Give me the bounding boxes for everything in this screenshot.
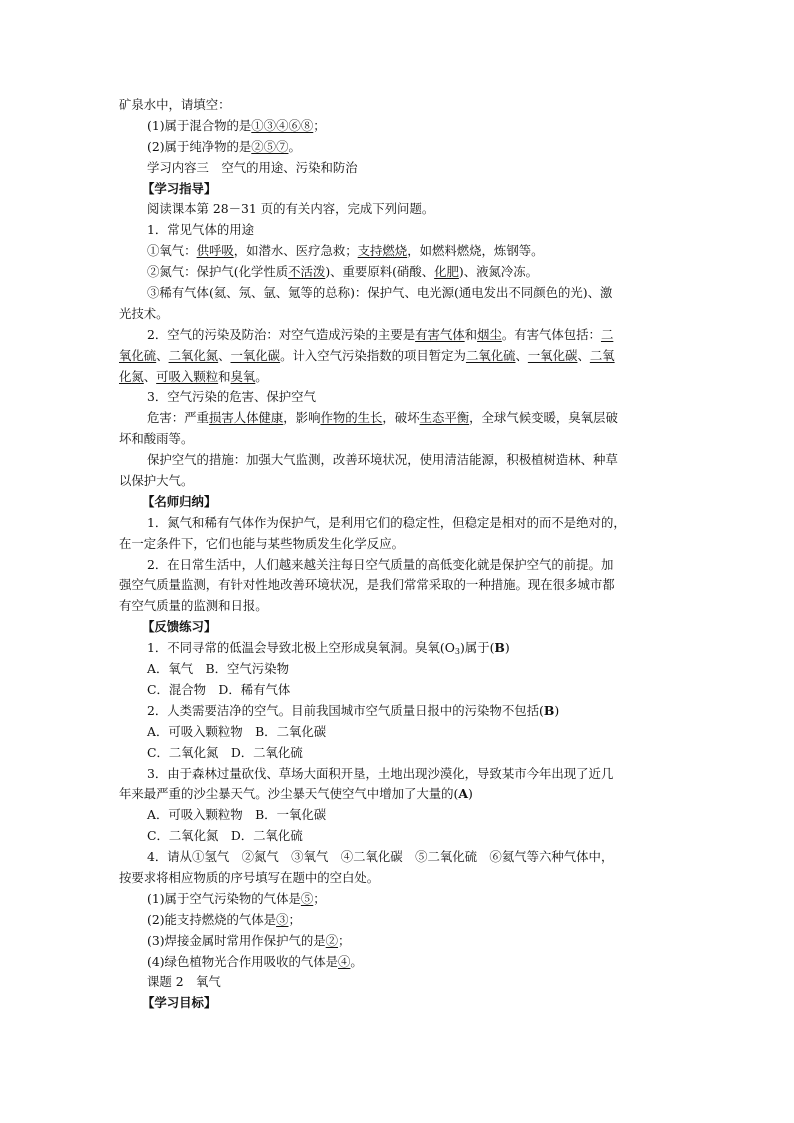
answer-text: 不活泼	[288, 264, 326, 280]
text-line	[119, 680, 679, 701]
text-run: 【学习指导】	[142, 180, 217, 196]
text-line	[119, 116, 679, 137]
text-run: 。	[350, 953, 363, 969]
text-run: ；	[288, 911, 301, 927]
text-run: 有空气质量的监测和日报。	[119, 598, 268, 614]
answer-text: 氧化硫	[119, 347, 157, 363]
text-line	[119, 743, 679, 764]
text-run: 2．在日常生活中，人们越来越关注每日空气质量的高低变化就是保护空气的前提。加	[147, 556, 614, 572]
text-run: )属于(	[459, 640, 495, 656]
text-run: 【反馈练习】	[142, 619, 217, 635]
text-run: (2)能支持燃烧的气体是	[147, 911, 277, 927]
answer-text: 一氧化碳	[527, 347, 578, 363]
text-run: )、重要原料(硝酸、	[325, 264, 435, 280]
text-line	[119, 931, 679, 952]
text-run: 和	[464, 326, 478, 342]
text-line	[119, 220, 679, 241]
text-line	[119, 889, 679, 910]
answer-text: ⑤	[300, 890, 314, 906]
text-line	[119, 158, 679, 179]
text-run: ，如燃料燃烧，炼钢等。	[407, 243, 544, 259]
answer-text: 二氧化氮	[168, 347, 219, 363]
text-line	[119, 262, 679, 283]
answer-text: 支持燃烧	[357, 243, 408, 259]
text-run: 强空气质量监测，有针对性地改善环境状况，是我们常常采取的一种措施。现在很多城市都	[119, 577, 615, 593]
text-run: 1．常见气体的用途	[147, 222, 255, 238]
text-run: ，全球气候变暖，臭氧层破	[469, 410, 618, 426]
text-line	[119, 199, 679, 220]
answer-choice: A	[458, 786, 469, 802]
text-run: 、	[515, 347, 528, 363]
text-run: 课题 2 氧气	[147, 974, 221, 990]
text-run: )	[504, 640, 510, 656]
text-line	[119, 304, 679, 325]
text-run: 、	[218, 347, 231, 363]
text-line	[119, 387, 679, 408]
text-line	[119, 596, 679, 617]
text-run: 3．空气污染的危害、保护空气	[147, 389, 316, 405]
text-run: 在一定条件下，它们也能与某些物质发生化学反应。	[119, 535, 404, 551]
text-run: A．可吸入颗粒物 B．二氧化碳	[147, 723, 327, 739]
text-line	[119, 847, 679, 868]
text-run: )	[468, 786, 473, 802]
text-run: 【名师归纳】	[142, 493, 217, 509]
text-run: )、液氮冷冻。	[458, 264, 539, 280]
text-line	[119, 492, 679, 513]
text-run: ，如潜水、医疗急救；	[233, 243, 358, 259]
text-run: C．二氧化氮 D．二氧化硫	[147, 828, 303, 844]
text-run: A．氧气 B．空气污染物	[147, 661, 289, 677]
answer-text: ②	[325, 932, 339, 948]
answer-text: 化氮	[119, 368, 144, 384]
text-run: )	[554, 702, 560, 718]
text-line	[119, 367, 679, 388]
text-line	[119, 283, 679, 304]
text-run: 。计入空气污染指数的项目暂定为	[280, 347, 466, 363]
text-run: ；	[338, 932, 351, 948]
text-run: 保护空气的措施：加强大气监测，改善环境状况，使用清洁能源，积极植树造林、种草	[147, 452, 618, 468]
text-line	[119, 617, 679, 638]
answer-text: 作物的生长	[320, 410, 383, 426]
answer-text: ①③④⑥⑧	[251, 117, 314, 133]
text-line	[119, 137, 679, 158]
answer-text: 烟尘	[477, 326, 502, 342]
text-line	[119, 575, 679, 596]
text-run: 。	[255, 368, 268, 384]
answer-text: ②⑤⑦	[251, 138, 289, 154]
text-run: C．混合物 D．稀有气体	[147, 681, 291, 697]
text-run: 2．空气的污染及防治：对空气造成污染的主要是	[147, 326, 416, 342]
text-run: ②氮气：保护气(化学性质	[147, 264, 289, 280]
text-run: 、	[143, 368, 157, 384]
text-line	[119, 722, 679, 743]
text-run: 学习内容三 空气的用途、污染和防治	[147, 159, 358, 175]
text-line	[119, 325, 679, 346]
answer-text: 二氧	[589, 347, 615, 363]
text-run: 按要求将相应物质的序号填写在题中的空白处。	[119, 869, 380, 885]
text-line	[119, 95, 679, 116]
text-line	[119, 408, 679, 429]
text-line	[119, 513, 679, 534]
answer-text: 供呼吸	[196, 243, 234, 259]
text-run: 4．请从①氢气 ②氮气 ③氧气 ④二氧化碳 ⑤二氧化硫 ⑥氦气等六种气体中，	[147, 849, 614, 865]
text-run: 年来最严重的沙尘暴天气。沙尘暴天气使空气中增加了大量的(	[119, 786, 459, 802]
text-line	[119, 555, 679, 576]
answer-text: 二氧化硫	[465, 347, 516, 363]
text-run: 、	[577, 347, 590, 363]
text-line	[119, 179, 679, 200]
subscript: 3	[454, 647, 460, 657]
text-run: 坏和酸雨等。	[119, 431, 194, 447]
text-run: 1．氮气和稀有气体作为保护气，是利用它们的稳定性，但稳定是相对的而不是绝对的，	[147, 514, 626, 530]
text-line	[119, 972, 679, 993]
text-line	[119, 993, 679, 1014]
text-line	[119, 429, 679, 450]
text-run: 矿泉水中，请填空：	[119, 97, 231, 112]
answer-text: 可吸入颗粒	[156, 368, 219, 384]
text-line	[119, 910, 679, 931]
answer-text: 化肥	[434, 264, 459, 280]
text-run: (1)属于混合物的是	[147, 117, 252, 133]
text-line	[119, 805, 679, 826]
text-line	[119, 659, 679, 680]
text-run: 1．不同寻常的低温会导致北极上空形成臭氧洞。臭氧(O	[147, 640, 455, 656]
text-run: 【学习目标】	[142, 995, 217, 1011]
text-run: 危害：严重	[147, 410, 209, 426]
text-run: ，破坏	[382, 410, 420, 426]
answer-text: 生态平衡	[419, 410, 470, 426]
text-run: 和	[218, 368, 231, 384]
answer-text: ④	[338, 953, 351, 969]
text-line	[119, 241, 679, 262]
text-line	[119, 450, 679, 471]
text-run: ③稀有气体(氦、氖、氩、氪等的总称)：保护气、电光源(通电发出不同颜色的光)、激	[147, 285, 613, 301]
text-run: ①氧气：	[147, 243, 197, 259]
text-run: ；	[313, 890, 326, 906]
text-line	[119, 784, 679, 805]
text-run: ；	[313, 117, 326, 133]
answer-text: 损害人体健康	[208, 410, 284, 426]
answer-text: 有害气体	[415, 326, 465, 342]
answer-text: ③	[276, 911, 289, 927]
text-line	[119, 638, 679, 659]
text-run: (2)属于纯净物的是	[147, 138, 252, 154]
answer-choice: B	[494, 640, 505, 656]
text-line	[119, 534, 679, 555]
text-run: 3．由于森林过量砍伐、草场大面积开垦，土地出现沙漠化，导致某市今年出现了近几	[147, 765, 614, 781]
answer-choice: B	[543, 702, 555, 718]
text-run: (3)焊接金属时常用作保护气的是	[147, 932, 326, 948]
text-run: 阅读课本第 28－31 页的有关内容，完成下列问题。	[147, 201, 435, 217]
text-run: 光技术。	[119, 305, 169, 321]
text-run: (4)绿色植物光合作用吸收的气体是	[147, 953, 339, 969]
text-line	[119, 471, 679, 492]
text-line	[119, 952, 679, 973]
text-run: 。有害气体包括：	[501, 326, 601, 342]
text-run: (1)属于空气污染物的气体是	[147, 890, 301, 906]
text-line	[119, 826, 679, 847]
text-line	[119, 701, 679, 722]
text-line	[119, 764, 679, 785]
text-run: ，影响	[283, 410, 321, 426]
text-line	[119, 346, 679, 367]
answer-text: 二	[600, 326, 614, 342]
text-run: 以保护大气。	[119, 473, 194, 489]
text-run: 2．人类需要洁净的空气。目前我国城市空气质量日报中的污染物不包括(	[147, 702, 544, 718]
answer-text: 一氧化碳	[230, 347, 281, 363]
text-line	[119, 868, 679, 889]
text-run: 。	[288, 138, 301, 154]
document-body	[119, 95, 679, 1014]
answer-text: 臭氧	[230, 368, 256, 384]
text-run: C．二氧化氮 D．二氧化硫	[147, 744, 303, 760]
text-run: 、	[156, 347, 169, 363]
text-run: A．可吸入颗粒物 B．一氧化碳	[147, 807, 327, 823]
